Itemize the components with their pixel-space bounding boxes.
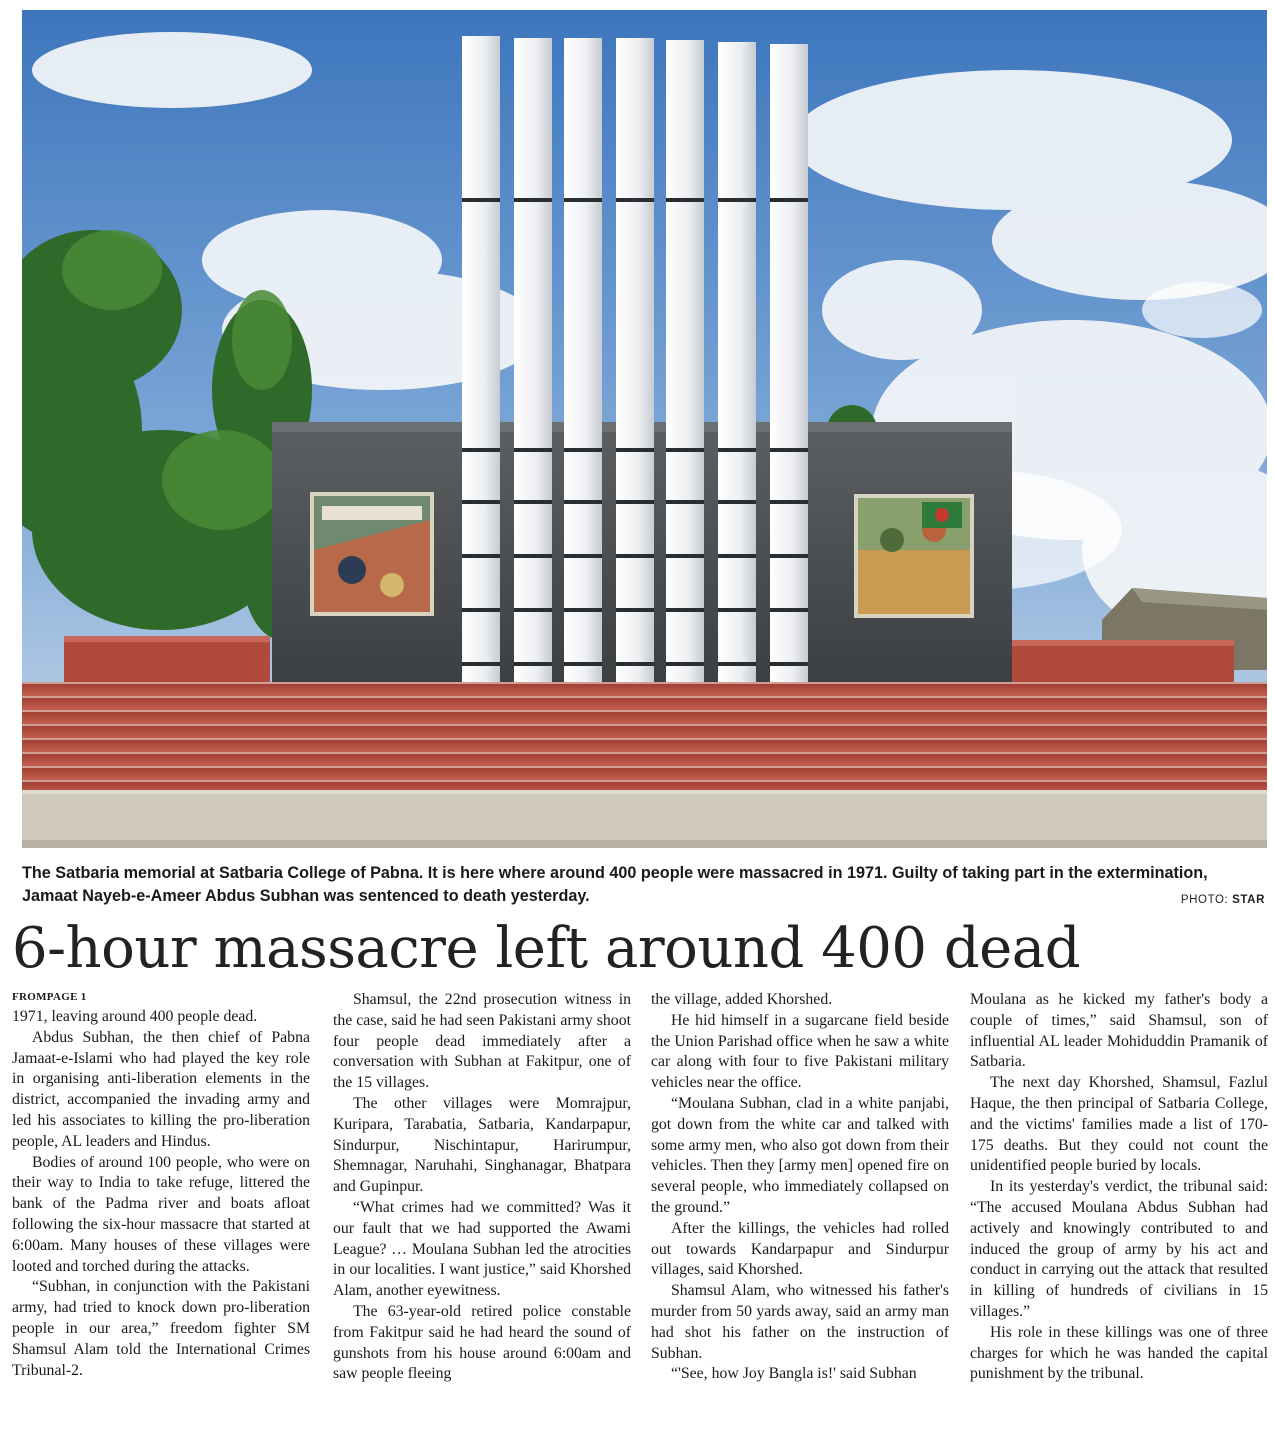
paragraph: Shamsul Alam, who witnessed his father's murder from 50 yards away, said an army man had shot his father on the instruction of Subhan.	[651, 1282, 949, 1362]
pillar-band	[666, 198, 704, 202]
pillar-band	[666, 662, 704, 666]
pillar-band	[616, 198, 654, 202]
pillar-band	[616, 500, 654, 504]
caption-line-1: The Satbaria memorial at Satbaria College of Pabna. It is here where around 400 people were massacred in 1971. Guilty of taking part in the extermination,	[22, 864, 1208, 882]
paragraph: In its yesterday's verdict, the tribunal said: “The accused Moulana Abdus Subhan had actively and knowingly contributed to and induced the group of army by his act and conduct in carrying out the attack that resulted in killing of hundreds of civilians in 15 villages.”	[970, 1178, 1268, 1320]
pillar-band	[514, 662, 552, 666]
memorial-pillar	[462, 36, 500, 682]
paragraph: Bodies of around 100 people, who were on their way to India to take refuge, littered the bank of the Padma river and boats afloat following the six-hour massacre that started at 6:00am. Many houses of these villages were looted and torched during the attacks.	[12, 1153, 310, 1275]
photo-credit-prefix: PHOTO:	[1180, 894, 1229, 906]
pillar-band	[770, 448, 808, 452]
pillar-band	[514, 554, 552, 558]
paragraph: He hid himself in a sugarcane field beside the Union Parishad office when he saw a white car along with four to five Pakistani military vehicles near the office.	[651, 1011, 949, 1092]
article-column-4	[970, 990, 1268, 1385]
right-mural	[854, 494, 974, 618]
paragraph: the village, added Khorshed.	[651, 991, 833, 1008]
paragraph: The 63-year-old retired police constable from Fakitpur said he had heard the sound of gunshots from his house around 6:00am and saw people fleeing	[333, 1302, 631, 1383]
pillar-band	[770, 662, 808, 666]
pillar-band	[666, 554, 704, 558]
pillar-band	[666, 500, 704, 504]
pillar-band	[718, 662, 756, 666]
headline: 6-hour massacre left around 400 dead	[12, 916, 1081, 981]
paragraph: Abdus Subhan, the then chief of Pabna Jamaat-e-Islami who had played the key role in organising anti-liberation elements in the district, accompanied the invading army and led his associates to killing the pro-liberation people, AL leaders and Hindus.	[12, 1028, 310, 1150]
pillar-band	[616, 608, 654, 612]
photo-caption	[22, 862, 1242, 908]
paragraph: 1971, leaving around 400 people dead.	[12, 1008, 258, 1025]
pillar-band	[514, 448, 552, 452]
paragraph: The other villages were Momrajpur, Kuripara, Tarabatia, Satbaria, Kandarpapur, Sindurpur, Nischintapur, Harirumpur, Shemnagar, Naruhahi, Singhanagar, Bhatpara and Gupinpur.	[333, 1094, 631, 1196]
memorial-pillar	[770, 44, 808, 682]
pillar-band	[514, 608, 552, 612]
pillar-band	[462, 554, 500, 558]
pillar-band	[462, 608, 500, 612]
pillar-band	[666, 448, 704, 452]
pillar-band	[666, 608, 704, 612]
pillar-band	[564, 608, 602, 612]
pillar-band	[718, 554, 756, 558]
photo-credit-source: STAR	[1232, 894, 1265, 906]
paragraph: “'See, how Joy Bangla is!' said Subhan	[671, 1365, 917, 1383]
photo-credit	[1181, 894, 1265, 906]
paragraph: After the killings, the vehicles had rolled out towards Kandarpapur and Sindurpur villages, said Khorshed.	[651, 1219, 949, 1279]
pillar-band	[770, 608, 808, 612]
pillar-band	[462, 448, 500, 452]
article-column-2	[333, 990, 631, 1385]
pillar-band	[462, 198, 500, 202]
pillar-band	[718, 448, 756, 452]
paragraph: His role in these killings was one of three charges for which he was handed the capital punishment by the tribunal.	[970, 1323, 1268, 1383]
memorial-photo-illustration	[22, 10, 1267, 848]
memorial-pillar	[718, 42, 756, 682]
pillar-band	[770, 500, 808, 504]
memorial-pillar	[564, 38, 602, 682]
pillar-band	[564, 500, 602, 504]
pillar-band	[616, 554, 654, 558]
pillar-band	[514, 198, 552, 202]
memorial-pillar	[616, 38, 654, 682]
pillar-band	[616, 662, 654, 666]
paragraph: Moulana as he kicked my father's body a couple of times,” said Shamsul, son of influential AL leader Mohiduddin Pramanik of Satbaria.	[970, 991, 1268, 1071]
pillar-band	[462, 500, 500, 504]
pillar-band	[718, 500, 756, 504]
paragraph: “Moulana Subhan, clad in a white panjabi, got down from the white car and talked with some army men, who also got down from their vehicles. Then they [army men] opened fire on several people, who immediately collapsed on the ground.”	[651, 1094, 949, 1216]
pillar-band	[718, 608, 756, 612]
pillar-band	[718, 198, 756, 202]
paragraph: Shamsul, the 22nd prosecution witness in the case, said he had seen Pakistani army shoot four people dead immediately after a conversation with Subhan at Fakitpur, one of the 15 villages.	[333, 991, 631, 1092]
left-mural	[310, 492, 434, 616]
paragraph: “Subhan, in conjunction with the Pakistani army, had tried to knock down pro-liberation people in our area,” freedom fighter SM Shamsul Alam told the International Crimes Tribunal-2.	[12, 1278, 310, 1379]
pillar-band	[616, 448, 654, 452]
pillar-band	[564, 554, 602, 558]
pillar-band	[770, 198, 808, 202]
pillar-band	[564, 662, 602, 666]
pillar-band	[770, 554, 808, 558]
memorial-photo	[22, 10, 1267, 848]
caption-line-2: Jamaat Nayeb-e-Ameer Abdus Subhan was sentenced to death yesterday.	[22, 887, 590, 905]
pillar-band	[564, 448, 602, 452]
paragraph: The next day Khorshed, Shamsul, Fazlul Haque, the then principal of Satbaria College, and the victims' families made a list of 170-175 deaths. But they could not count the unidentified people buried by locals.	[970, 1074, 1268, 1175]
pillar-band	[462, 662, 500, 666]
memorial-pillar	[666, 40, 704, 682]
pillar-band	[514, 500, 552, 504]
memorial-pillar	[514, 38, 552, 682]
article-column-1	[12, 990, 310, 1381]
paragraph: “What crimes had we committed? Was it our fault that we had supported the Awami League? … Moulana Subhan led the atrocities in our localities. I want justice,” said Khorshed Alam, another eyewitness.	[333, 1198, 631, 1300]
continued-from-kicker: FROMPAGE 1	[12, 991, 87, 1003]
article-column-3	[651, 990, 949, 1385]
pillar-band	[564, 198, 602, 202]
